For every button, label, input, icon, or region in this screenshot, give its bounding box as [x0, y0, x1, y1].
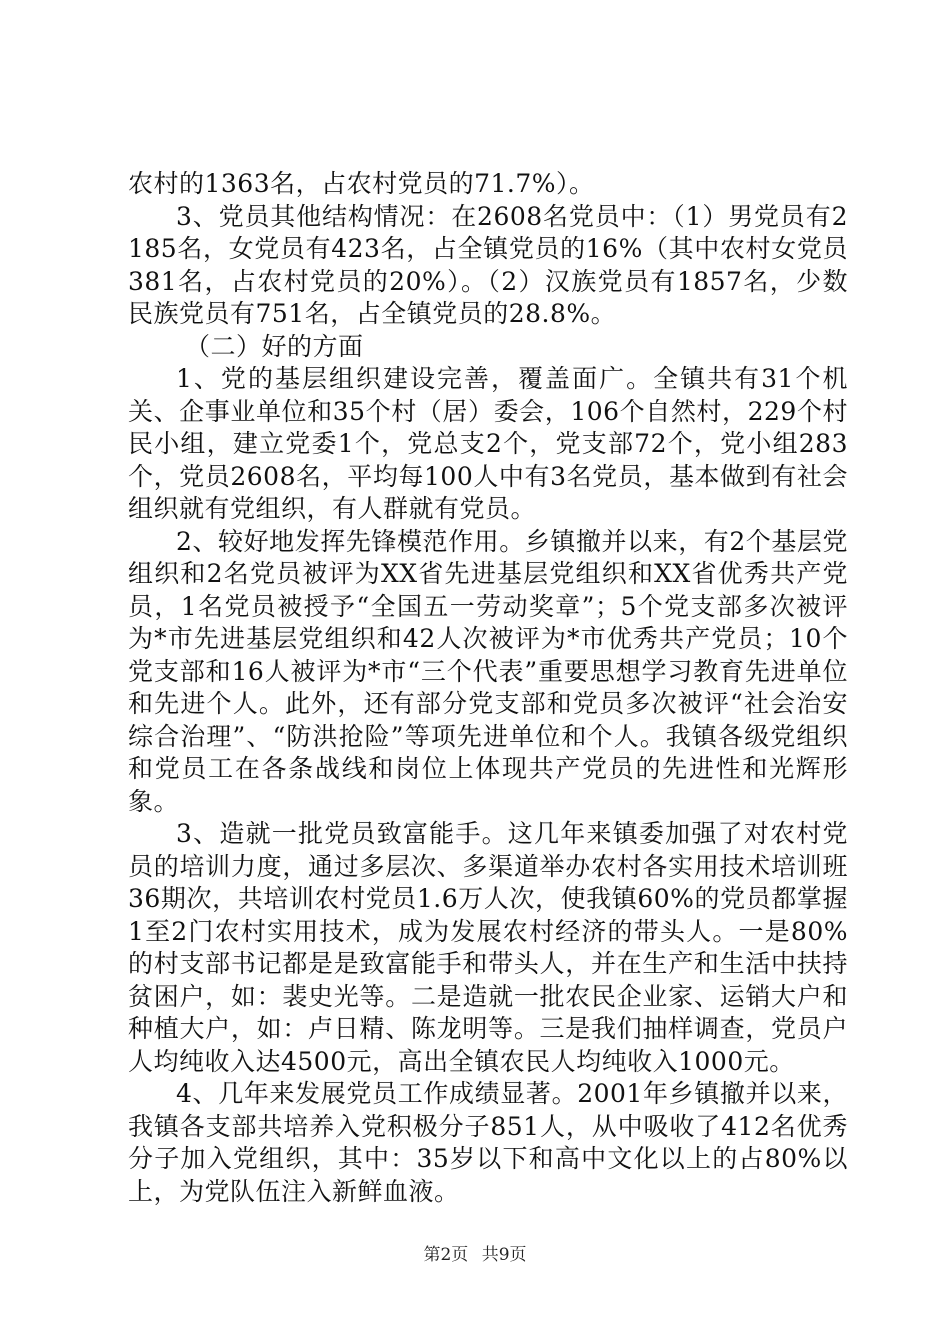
paragraph-member-development: 4、几年来发展党员工作成绩显著。2001年乡镇撤并以来，我镇各支部共培养入党积极分子851人，从中吸收了412名优秀分子加入党组织，其中：35岁以下和高中文化以上的占80%以上，为党队伍注入新鲜血液。 — [128, 1079, 848, 1206]
page-number-current: 第2页 — [423, 1245, 469, 1265]
paragraph-continuation: 农村的1363名，占农村党员的71.7%）。 — [128, 169, 595, 198]
paragraph-vanguard-role: 2、较好地发挥先锋模范作用。乡镇撤并以来，有2个基层党组织和2名党员被评为XX省先进基层党组织和XX省优秀共产党员，1名党员被授予“全国五一劳动奖章”；5个党支部多次被评为*市先进基层党组织和42人次被评为*市优秀共产党员；10个党支部和16人被评为*市“三个代表”重要思想学习教育先进单位和先进个人。此外，还有部分党支部和党员多次被评“社会治安综合治理”、“防洪抢险”等项先进单位和个人。我镇各级党组织和党员工在各条战线和岗位上体现共产党员的先进性和光辉形象。 — [128, 526, 848, 816]
paragraph-prosperity-leaders: 3、造就一批党员致富能手。这几年来镇委加强了对农村党员的培训力度，通过多层次、多渠道举办农村各实用技术培训班36期次，共培训农村党员1.6万人次，使我镇60%的党员都掌握1至2门农村实用技术，成为发展农村经济的带头人。一是80%的村支部书记都是是致富能手和带头人，并在生产和生活中扶持贫困户，如：裴史光等。二是造就一批农民企业家、运销大户和种植大户，如：卢日精、陈龙明等。三是我们抽样调查，党员户人均纯收入达4500元，高出全镇农民人均纯收入1000元。 — [128, 819, 848, 1076]
paragraph-grassroots-organization: 1、党的基层组织建设完善，覆盖面广。全镇共有31个机关、企事业单位和35个村（居）委会，106个自然村，229个村民小组，建立党委1个，党总支2个，党支部72个，党小组283个，党员2608名，平均每100人中有3名党员，基本做到有社会组织就有党组织，有人群就有党员。 — [128, 364, 848, 523]
section-heading-good-aspects: （二）好的方面 — [185, 331, 364, 361]
page-footer — [0, 1240, 950, 1265]
page-number-total: 共9页 — [481, 1245, 527, 1265]
paragraph-member-structure: 3、党员其他结构情况：在2608名党员中：（1）男党员有2185名，女党员有423名，占全镇党员的16%（其中农村女党员381名，占农村党员的20%）。（2）汉族党员有1857名，少数民族党员有751名，占全镇党员的28.8%。 — [128, 201, 848, 328]
document-body — [128, 168, 848, 1208]
